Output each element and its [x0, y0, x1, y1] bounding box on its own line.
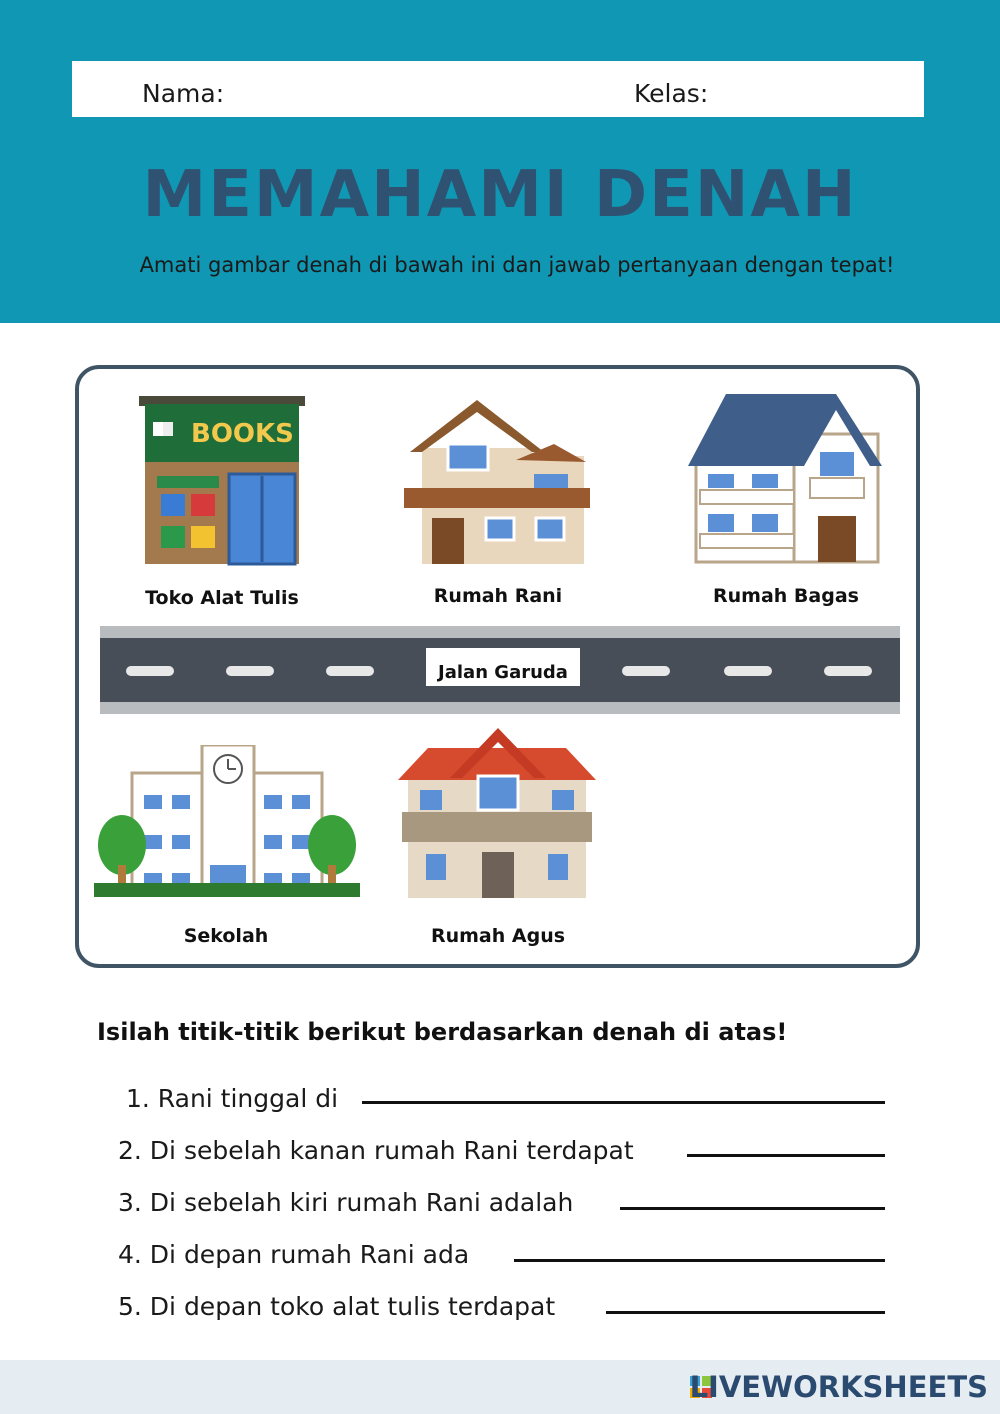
road-label: Jalan Garuda	[438, 662, 568, 683]
building-label: Rumah Agus	[430, 925, 566, 947]
footer	[0, 1360, 1000, 1414]
question-item: 2. Di sebelah kanan rumah Rani terdapat	[118, 1136, 634, 1165]
answer-blank-5[interactable]	[606, 1311, 885, 1314]
building-label: Sekolah	[183, 925, 269, 947]
house-brown-icon	[404, 400, 590, 566]
class-label: Kelas:	[634, 79, 709, 108]
name-label: Nama:	[142, 79, 225, 108]
school-icon	[94, 745, 360, 897]
house-blue-roof-icon	[686, 394, 884, 564]
page-title: MEMAHAMI DENAH	[142, 158, 858, 232]
road	[100, 626, 900, 714]
question-item: 5. Di depan toko alat tulis terdapat	[118, 1292, 556, 1321]
question-item: 3. Di sebelah kiri rumah Rani adalah	[118, 1188, 574, 1217]
header-banner	[0, 0, 1000, 323]
answer-blank-2[interactable]	[687, 1154, 885, 1157]
questions-heading: Isilah titik-titik berikut berdasarkan denah di atas!	[97, 1018, 788, 1046]
building-label: Toko Alat Tulis	[145, 587, 299, 609]
brand-name[interactable]: LIVEWORKSHEETS	[689, 1370, 988, 1404]
question-item: 4. Di depan rumah Rani ada	[118, 1240, 470, 1269]
building-label: Rumah Bagas	[713, 585, 859, 607]
name-class-bar	[72, 61, 924, 117]
answer-blank-4[interactable]	[514, 1259, 885, 1262]
house-red-roof-icon	[398, 728, 596, 900]
building-label: Rumah Rani	[433, 585, 563, 607]
bookstore-icon	[139, 396, 305, 566]
answer-blank-3[interactable]	[620, 1207, 885, 1210]
instruction-text: Amati gambar denah di bawah ini dan jawab pertanyaan dengan tepat!	[139, 253, 895, 277]
question-item: 1. Rani tinggal di	[126, 1084, 339, 1113]
books-sign: BOOKS	[191, 419, 294, 449]
answer-blank-1[interactable]	[362, 1101, 885, 1104]
